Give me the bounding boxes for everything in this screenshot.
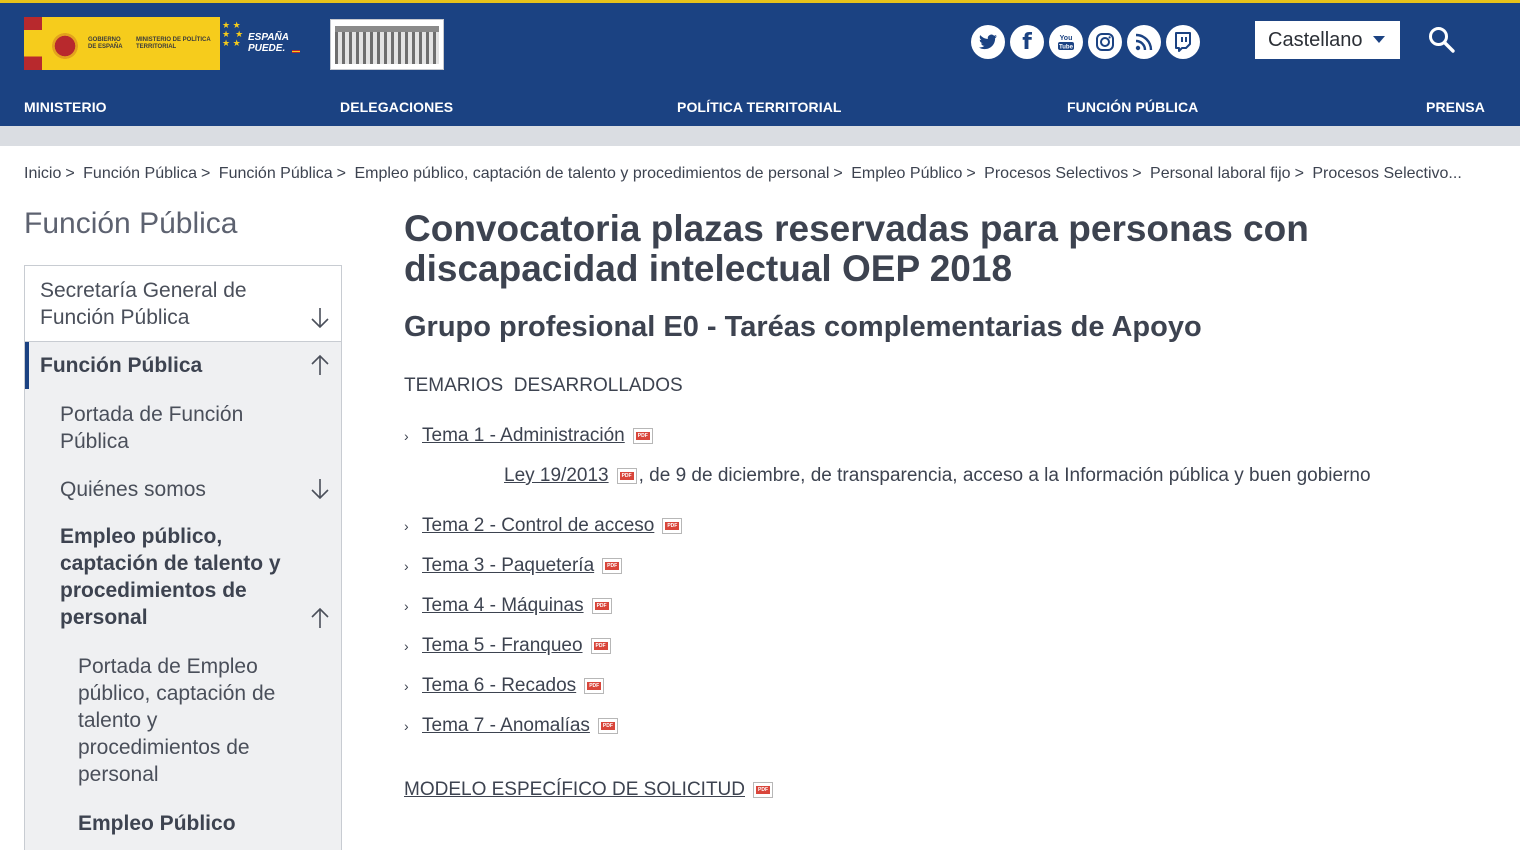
rss-icon[interactable] — [1127, 25, 1161, 59]
pdf-icon[interactable] — [633, 428, 653, 444]
pdf-icon[interactable] — [584, 678, 604, 694]
list-item — [404, 425, 653, 447]
tema-link[interactable]: Tema 2 - Control de acceso — [422, 515, 655, 536]
pdf-icon[interactable] — [617, 468, 637, 484]
language-select[interactable] — [1255, 21, 1400, 59]
sidebar-item-portada-empleo[interactable]: Portada de Empleo público, captación de talento y procedimientos de personal — [78, 655, 276, 786]
active-indicator — [25, 342, 29, 389]
arrow-down-icon[interactable] — [310, 477, 330, 501]
coat-of-arms-icon — [50, 24, 80, 64]
chevron-right-icon: › — [404, 678, 409, 694]
breadcrumb-item[interactable]: Personal laboral fijo — [1150, 165, 1291, 182]
nav-ministerio[interactable]: MINISTERIO — [24, 99, 107, 115]
eu-stars-icon: ★ ★ ★ ★ ★ ★ — [222, 20, 244, 48]
sidebar-title: Función Pública — [24, 207, 238, 240]
spain-flag-icon — [292, 50, 300, 53]
youtube-icon[interactable] — [1049, 25, 1083, 59]
tema-link[interactable]: Tema 6 - Recados — [422, 675, 577, 696]
sidebar-item-empleo-publico-captacion[interactable]: Empleo público, captación de talento y procedimientos de personal — [60, 525, 281, 629]
arrow-down-icon[interactable] — [310, 306, 330, 330]
pdf-icon[interactable] — [591, 638, 611, 654]
header-divider-band — [0, 126, 1520, 146]
eu-flag-stripe — [24, 17, 42, 70]
sidebar-item-quienes-somos[interactable]: Quiénes somos — [60, 478, 206, 501]
search-button[interactable] — [1427, 25, 1457, 55]
pdf-icon[interactable] — [592, 598, 612, 614]
sidebar-menu — [24, 265, 342, 850]
list-item — [404, 675, 604, 697]
tema-link[interactable]: Tema 5 - Franqueo — [422, 635, 583, 656]
page-title: Convocatoria plazas reservadas para personas con discapacidad intelectual OEP 2018 — [404, 208, 1309, 289]
breadcrumb-item[interactable]: Función Pública — [83, 165, 197, 182]
pdf-icon[interactable] — [602, 558, 622, 574]
list-item — [404, 635, 611, 657]
instagram-icon[interactable] — [1088, 25, 1122, 59]
pdf-icon[interactable] — [753, 782, 773, 798]
list-item — [404, 555, 622, 577]
language-select-value: Castellano — [1268, 28, 1363, 51]
pdf-icon[interactable] — [598, 718, 618, 734]
breadcrumb-current: Procesos Selectivo... — [1312, 165, 1462, 182]
breadcrumb-item[interactable]: Empleo público, captación de talento y procedimientos de personal — [354, 165, 830, 182]
twitter-icon[interactable] — [971, 25, 1005, 59]
breadcrumb-item[interactable]: Empleo Público — [851, 165, 963, 182]
breadcrumb-separator: > — [1132, 165, 1142, 182]
logo-ministerio-text: MINISTERIO DE POLÍTICA TERRITORIAL — [136, 36, 211, 50]
tema-link[interactable]: Tema 1 - Administración — [422, 425, 625, 446]
list-item — [404, 515, 682, 537]
tema-link[interactable]: Tema 4 - Máquinas — [422, 595, 584, 616]
main-nav — [0, 99, 1520, 117]
ley-reference — [504, 465, 1371, 487]
arrow-up-icon[interactable] — [310, 606, 330, 630]
nav-funcion-publica[interactable]: FUNCIÓN PÚBLICA — [1067, 99, 1199, 115]
site-header — [0, 3, 1520, 126]
gobierno-logo[interactable] — [24, 17, 220, 70]
social-links — [971, 25, 1200, 59]
twitch-icon[interactable] — [1166, 25, 1200, 59]
facebook-icon[interactable]: f — [1010, 25, 1044, 59]
chevron-right-icon: › — [404, 638, 409, 654]
breadcrumb-separator: > — [1294, 165, 1304, 182]
ley-description: , de 9 de diciembre, de transparencia, acceso a la Información pública y buen gobierno — [638, 465, 1371, 486]
breadcrumb-separator: > — [966, 165, 976, 182]
ministry-building-logo[interactable] — [330, 19, 444, 70]
list-item — [404, 595, 612, 617]
sidebar-item-secretaria-general[interactable]: Secretaría General de Función Pública — [40, 279, 247, 329]
sidebar-item-empleo-publico[interactable]: Empleo Público — [78, 812, 236, 835]
caret-down-icon — [1373, 36, 1385, 43]
breadcrumb-item[interactable]: Función Pública — [218, 165, 333, 182]
chevron-right-icon: › — [404, 518, 409, 534]
svg-text:Tube: Tube — [1059, 44, 1073, 51]
modelo-solicitud — [404, 779, 773, 801]
tema-link[interactable]: Tema 3 - Paquetería — [422, 555, 595, 576]
nav-prensa[interactable]: PRENSA — [1426, 99, 1485, 115]
breadcrumb-item[interactable]: Inicio — [24, 165, 62, 182]
svg-text:You: You — [1059, 35, 1073, 42]
logo-gobierno-text: GOBIERNO DE ESPAÑA — [88, 36, 123, 50]
nav-delegaciones[interactable]: DELEGACIONES — [340, 99, 454, 115]
arrow-up-icon[interactable] — [310, 353, 330, 377]
list-item — [404, 715, 618, 737]
section-heading-temarios: TEMARIOS DESARROLLADOS — [404, 375, 683, 396]
breadcrumb-item[interactable]: Procesos Selectivos — [984, 165, 1129, 182]
breadcrumb-separator: > — [336, 165, 346, 182]
modelo-solicitud-link[interactable]: MODELO ESPECÍFICO DE SOLICITUD — [404, 779, 745, 800]
chevron-right-icon: › — [404, 598, 409, 614]
chevron-right-icon: › — [404, 558, 409, 574]
breadcrumb-separator: > — [833, 165, 843, 182]
breadcrumb-separator: > — [65, 165, 75, 182]
espana-puede-logo[interactable] — [222, 21, 306, 63]
breadcrumb-separator: > — [201, 165, 211, 182]
page-subtitle: Grupo profesional E0 - Taréas complementarias de Apoyo — [404, 311, 1202, 343]
breadcrumb — [24, 165, 1504, 183]
nav-politica-territorial[interactable]: POLÍTICA TERRITORIAL — [677, 99, 842, 115]
espana-puede-text: ESPAÑA PUEDE. — [248, 32, 289, 54]
pdf-icon[interactable] — [662, 518, 682, 534]
tema-link[interactable]: Tema 7 - Anomalías — [422, 715, 590, 736]
chevron-right-icon: › — [404, 428, 409, 444]
building-icon — [335, 26, 439, 64]
sidebar-item-funcion-publica[interactable]: Función Pública — [40, 354, 203, 377]
sidebar-item-portada-funcion-publica[interactable]: Portada de Función Pública — [60, 403, 244, 453]
ley-link[interactable]: Ley 19/2013 — [504, 465, 609, 486]
search-icon — [1427, 25, 1457, 55]
chevron-right-icon: › — [404, 718, 409, 734]
